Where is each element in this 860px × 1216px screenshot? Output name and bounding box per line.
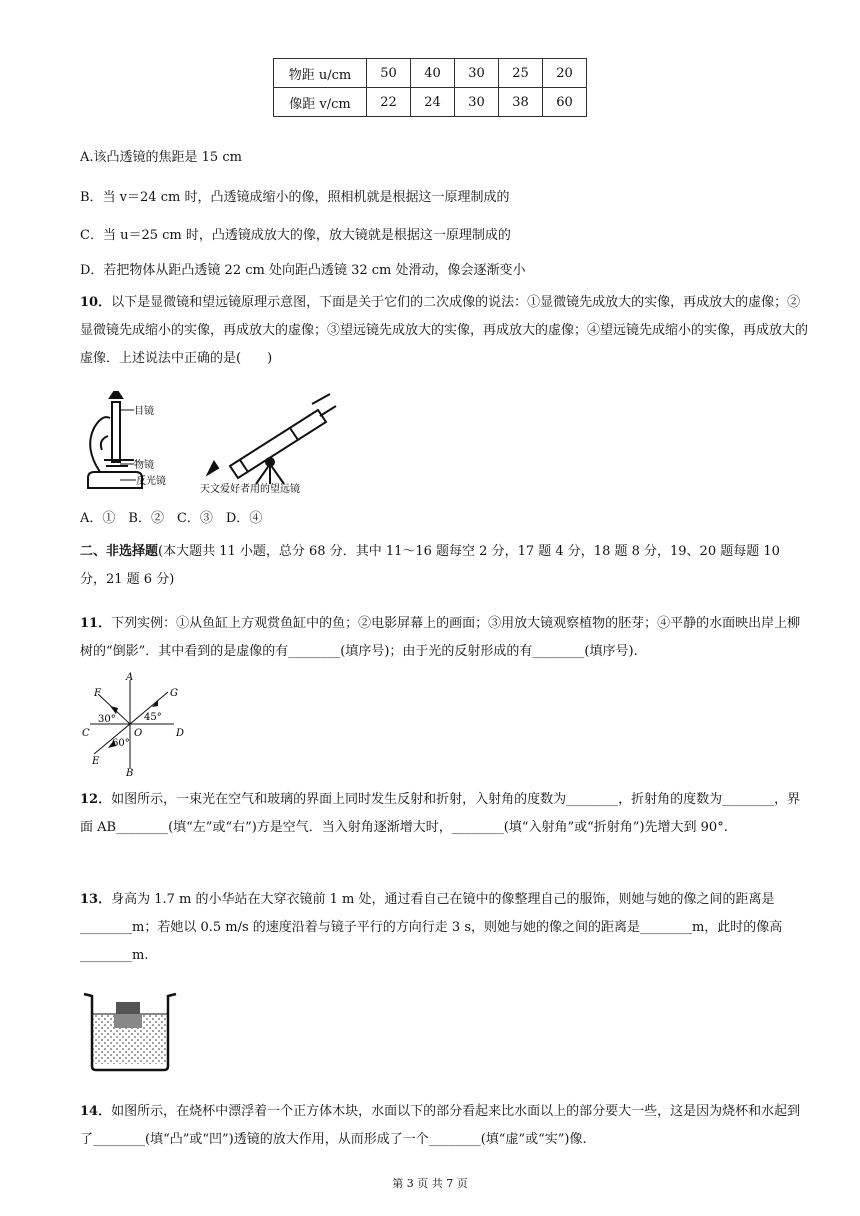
q9-option-c: C．当 u＝25 cm 时，凸透镜成放大的像，放大镜就是根据这一原理制成的 [80,228,511,243]
q14-stem [80,1098,808,1154]
table-cell: 30 [455,59,499,88]
table-cell: 25 [499,59,543,88]
q10-options: A．① B．② C．③ D．④ [80,511,263,526]
fig-label-mirror: 反光镜 [136,476,166,487]
table-cell: 50 [367,59,411,88]
fig-label-telescope: 天文爱好者用的望远镜 [200,484,300,495]
question-text: 下列实例：①从鱼缸上方观赏鱼缸中的鱼；②电影屏幕上的画面；③用放大镜观察植物的胚芽；④平静的水面映出岸上柳树的“倒影”．其中看到的是虚像的有________(填序号)；由于光的反射形成的有________(填序号). [80,616,801,659]
data-table [273,58,587,117]
question-number: 14． [80,1104,112,1119]
question-number: 11． [80,616,112,631]
table-cell: 像距 v/cm [274,88,367,117]
table-cell: 22 [367,88,411,117]
fig-label-eyepiece: 目镜 [134,406,154,417]
question-number: 13． [80,892,112,907]
angle-60: 60° [112,738,130,749]
table-cell: 物距 u/cm [274,59,367,88]
q9-option-d: D．若把物体从距凸透镜 22 cm 处向距凸透镜 32 cm 处滑动，像会逐渐变小 [80,263,526,278]
section-description: (本大题共 11 小题，总分 68 分．其中 11～16 题每空 2 分，17 题 4 分，18 题 8 分，19、20 题每题 10 分，21 题 6 分) [80,544,780,587]
label-B: B [126,768,134,778]
question-text: 以下是显微镜和望远镜原理示意图，下面是关于它们的二次成像的说法：①显微镜先成放大的实像，再成放大的虚像；②显微镜先成缩小的实像，再成放大的虚像；③望远镜先成放大的实像，再成放大的虚像；④望远镜先成缩小的实像，再成放大的虚像．上述说法中正确的是( ) [80,295,809,366]
q13-stem [80,886,808,970]
table-cell: 38 [499,88,543,117]
section-title: 二、非选择题 [80,544,159,559]
label-F: F [94,688,101,699]
q11-stem [80,610,808,666]
angle-45: 45° [144,712,162,723]
label-D: D [176,728,185,739]
table-cell: 20 [543,59,587,88]
q12-stem [80,786,808,842]
label-E: E [92,756,100,767]
label-O: O [134,728,143,739]
section-heading [80,538,808,594]
telescope-icon [208,394,336,484]
page-footer: 第 3 页 共 7 页 [392,1177,468,1190]
light-refraction-diagram [80,672,190,778]
table-cell: 24 [411,88,455,117]
table-cell: 30 [455,88,499,117]
question-number: 10． [80,295,112,310]
question-number: 12． [80,792,112,807]
wood-block-underwater [114,1014,142,1028]
table-row [274,88,587,117]
table-row [274,59,587,88]
q10-stem [80,289,808,373]
label-A: A [126,672,134,683]
wood-block [116,1002,140,1014]
label-G: G [170,688,178,699]
question-text: 身高为 1.7 m 的小华站在大穿衣镜前 1 m 处，通过看自己在镜中的像整理自己的服饰，则她与她的像之间的距离是________m；若她以 0.5 m/s 的速度沿着与镜子平行的方向行走 3 s，则她与她的像之间的距离是________m，此时的像高________m. [80,892,783,963]
q9-option-b: B．当 v＝24 cm 时，凸透镜成缩小的像，照相机就是根据这一原理制成的 [80,190,510,205]
question-text: 如图所示，一束光在空气和玻璃的界面上同时发生反射和折射，入射角的度数为________，折射角的度数为________，界面 AB________(填“左”或“右”)方是空气．当入射角逐渐增大时，________(填“入射角”或“折射角”)先增大到 90°. [80,792,801,835]
label-C: C [82,728,90,739]
angle-30: 30° [98,714,116,725]
question-text: 如图所示，在烧杯中漂浮着一个正方体木块，水面以下的部分看起来比水面以上的部分要大一些，这是因为烧杯和水起到了________(填“凸”或“凹”)透镜的放大作用，从而形成了一个________(填“虚”或“实”)像. [80,1104,801,1147]
microscope-telescope-figure [80,388,340,498]
fig-label-objective: 物镜 [134,460,154,471]
table-cell: 60 [543,88,587,117]
beaker-figure [82,990,178,1072]
q9-option-a: A.该凸透镜的焦距是 15 cm [80,150,242,165]
table-cell: 40 [411,59,455,88]
